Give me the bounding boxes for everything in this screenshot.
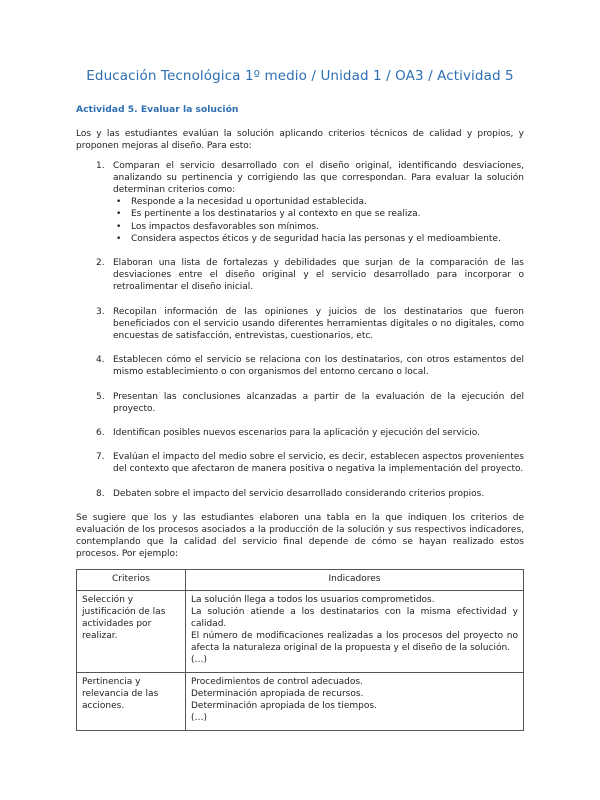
bullet-item [113, 196, 524, 208]
step-text: Comparan el servicio desarrollado con el diseño original, identificando desviaciones, analizando su pertinencia y corrigiendo las que correspondan. Para evaluar la solución determinan criterios como: [113, 160, 524, 196]
section-title: Actividad 5. Evaluar la solución [76, 104, 239, 115]
bullet-icon: • [116, 233, 122, 244]
step-text: Presentan las conclusiones alcanzadas a partir de la evaluación de la ejecución del proyecto. [113, 391, 524, 414]
step-number: 3. [96, 306, 105, 317]
table-header-row [77, 569, 524, 590]
step-item [76, 257, 524, 294]
bullet-icon: • [116, 221, 122, 232]
bullet-item [113, 233, 524, 245]
step-item [76, 160, 524, 245]
table-row [77, 672, 524, 730]
indicators-cell [186, 590, 524, 672]
bullet-item [113, 221, 524, 233]
indicator-line: Determinación apropiada de recursos. [191, 688, 364, 699]
step-item [76, 427, 524, 439]
bullet-icon: • [116, 209, 122, 220]
bullet-icon: • [116, 197, 122, 208]
step-item [76, 354, 524, 378]
bullet-item [113, 208, 524, 220]
step-number: 2. [96, 258, 105, 269]
intro-paragraph: Los y las estudiantes evalúan la solución aplicando criterios técnicos de calidad y propios, y proponen mejoras al diseño. Para esto: [76, 129, 524, 152]
step-number: 4. [96, 355, 105, 366]
criterion-cell: Pertinencia y relevancia de las acciones. [77, 672, 186, 730]
bullet-text: Responde a la necesidad u oportunidad establecida. [131, 197, 367, 208]
step-text: Recopilan información de las opiniones y juicios de los destinatarios que fueron beneficiados con el servicio usando diferentes herramientas digitales o no digitales, como encuestas de satisfacción, entrevistas, cuestionarios, etc. [113, 306, 524, 342]
document-body [76, 104, 524, 731]
step-item [76, 451, 524, 475]
criteria-bullet-list [113, 196, 524, 245]
step-number: 7. [96, 452, 105, 463]
step-text: Elaboran una lista de fortalezas y debilidades que surjan de la comparación de las desviaciones entre el diseño original y el servicio desarrollado para incorporar o retroalimentar el diseño inicial. [113, 258, 524, 293]
step-text: Debaten sobre el impacto del servicio desarrollado considerando criterios propios. [113, 488, 485, 499]
step-text: Identifican posibles nuevos escenarios para la aplicación y ejecución del servicio. [113, 428, 480, 439]
bullet-text: Es pertinente a los destinatarios y al contexto en que se realiza. [131, 209, 421, 220]
step-text: Evalúan el impacto del medio sobre el servicio, es decir, establecen aspectos provenientes del contexto que afectaron de manera positiva o negativa la implementación del proyecto. [113, 452, 524, 475]
table-row [77, 590, 524, 672]
indicator-line: (…) [191, 654, 208, 665]
indicator-line: Procedimientos de control adecuados. [191, 676, 363, 687]
criteria-table [76, 569, 524, 731]
indicator-line: La solución atiende a los destinatarios con la misma efectividad y calidad. [191, 606, 518, 629]
suggestion-paragraph: Se sugiere que los y las estudiantes elaboren una tabla en la que indiquen los criterios de evaluación de los procesos asociados a la producción de la solución y sus respectivos indicadores, contemplando que la calidad del servicio final depende de cómo se hayan realizado estos procesos. Por ejemplo: [76, 512, 524, 560]
step-number: 8. [96, 488, 105, 499]
step-text: Establecen cómo el servicio se relaciona con los destinatarios, con otros estamentos del mismo establecimiento o con organismos del entorno cercano o local. [113, 355, 524, 378]
indicator-line: (…) [191, 712, 208, 723]
criterion-cell: Selección y justificación de las actividades por realizar. [77, 590, 186, 672]
indicator-line: La solución llega a todos los usuarios comprometidos. [191, 594, 435, 605]
step-item [76, 306, 524, 343]
table-header-indicadores: Indicadores [186, 569, 524, 590]
step-item [76, 488, 524, 500]
indicator-line: Determinación apropiada de los tiempos. [191, 700, 377, 711]
page-header-title: Educación Tecnológica 1º medio / Unidad 1 / OA3 / Actividad 5 [86, 68, 514, 84]
indicators-cell [186, 672, 524, 730]
step-item [76, 391, 524, 415]
step-number: 6. [96, 428, 105, 439]
step-number: 1. [96, 160, 105, 171]
bullet-text: Los impactos desfavorables son mínimos. [131, 221, 319, 232]
steps-list [76, 160, 524, 500]
step-number: 5. [96, 391, 105, 402]
table-header-criterios: Criterios [77, 569, 186, 590]
bullet-text: Considera aspectos éticos y de seguridad hacia las personas y el medioambiente. [131, 233, 501, 244]
indicator-line: El número de modificaciones realizadas a los procesos del proyecto no afecta la naturaleza original de la propuesta y el diseño de la solución. [191, 630, 518, 653]
